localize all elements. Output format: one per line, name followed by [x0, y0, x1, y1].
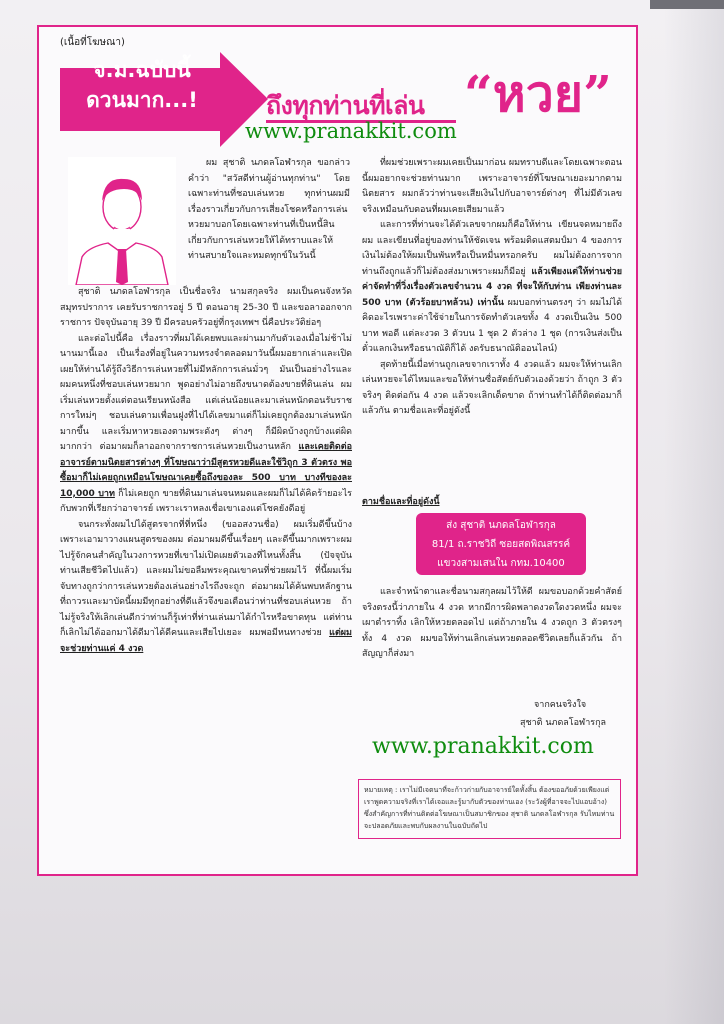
arrow-line-2: ดวนมาก...! — [86, 88, 198, 112]
paragraph-3 — [60, 518, 352, 658]
watermark-url: www.pranakkit.com — [245, 119, 457, 143]
address-line-3: แขวงสามเสนใน กทม.10400 — [437, 558, 565, 569]
ad-tag: (เนื้อที่โฆษณา) — [60, 37, 125, 48]
footnote-box: หมายเหตุ : เราไม่มีเจตนาที่จะก้าวก่ายกับอาจารย์ใดทั้งสิ้น ต้องขออภัยด้วยเพียงแต่เราพูดความจริงที่เราได้เจอและรู้มากับตัวของท่านเอง (ระวังผู้ที่อาจจะไปแอบอ้าง) ซึ่งสำคัญการที่ท่านติดต่อโฆษณาเป็นสมาชิกของ สุชาติ นภดลโอฬารกุล รับไหมท่านจะปลอดภัยและพบกับผลงานในฉบับถัดไป — [358, 779, 621, 839]
paragraph-2-end: ก็ไม่เคยถูก ขายที่ดินมาเล่นจนหมดและผมก็ไม่ได้คิดร้ายอะไรกับพวกที่เรียกว่าอาจารย์ เพราะเราหลงเชื่อเขาเองแต่โชคยังดีอยู่ — [60, 488, 352, 514]
letter-intro — [188, 156, 350, 265]
headline-huay — [464, 64, 612, 124]
address-line-1: ส่ง สุชาติ นภดลโอฬารกุล — [446, 520, 556, 531]
right-paragraph-2-text: และการที่ท่านจะได้ตัวเลขจากผมก็คือให้ท่าน เขียนจดหมายถึงผม และเขียนที่อยู่ของท่านให้ชัดเจน พร้อมติดแสตมป์มา 4 ของการเงินไม่ต้องให้ผมเป็นพันหรือเป็นหมื่นหรอกครับ ผมไม่ต้องการจากท่านถึงถูกแล้วก็ไม่ต้องส่งมาเพราะผมก็มีอยู่ — [362, 220, 622, 277]
scan-bar — [650, 0, 724, 9]
address-line-2: 81/1 ถ.ราชวิถี ซอยสดพิณสรรค์ — [431, 539, 571, 550]
right-paragraph-2-end: ผมบอกท่านตรงๆ ว่า ผมไม่ได้คิดอะไรเพราะค่าใช้จ่ายในการจัดทำตัวเลขทั้ง 4 งวดเป็นเงิน 500 บาท พอดี แต่ละงวด 3 ตัวบน 1 ชุด 2 ตัวล่าง 1 ชุด (การเงินส่งเป็นตั๋วแลกเงินหรือธนาณัติก็ได้ งดรับธนาณัติออนไลน์) — [362, 297, 622, 354]
letter-closing — [362, 585, 622, 663]
watermark-url-2: www.pranakkit.com — [372, 734, 594, 759]
paragraph-1: สุชาติ นภดลโอฬารกุล เป็นชื่อจริง นามสกุลจริง ผมเป็นคนจังหวัดสมุทรปราการ เคยรับราชการอยู่ 5 ปี ตอนอายุ 25-30 ปี และขอลาออกจากราชการ ปัจจุบันอายุ 39 ปี มีครอบครัวอยู่ที่กรุงเทพฯ นี่คือประวัติย่อๆ — [60, 287, 352, 328]
headline: ถึงทุกท่านที่เล่น — [266, 91, 425, 120]
right-paragraph-3: สุดท้ายนี้เมื่อท่านถูกเลขจากเราทั้ง 4 งวดแล้ว ผมจะให้ท่านเลิกเล่นหวยจะได้ไหมและขอให้ท่านซื่อสัตย์กับตัวเองด้วยว่า ถ้าถูก 3 ตัวจริงๆ ติดต่อกัน 4 งวด แล้วจะเลิกเด็ดขาด ถ้าท่านทำได้ก็ติดต่อมาก็แล้วกัน ตามชื่อและที่อยู่ดังนี้ — [362, 359, 622, 416]
signature: สุชาติ นภดลโอฬารกุล — [520, 718, 607, 728]
arrow-line-1: จ.ม.ฉบับนี้ — [93, 58, 191, 82]
address-box — [416, 513, 586, 575]
paragraph-3-text: จนกระทั่งผมไปได้สูตรจากที่ที่หนึ่ง (ขออสงวนชื่อ) ผมเริ่มดีขึ้นบ้าง เพราะเอามาวางแผนสูตรของผม ต่อมาผมดีขึ้นเรื่อยๆ และดีขึ้นมากเพราะผมไปรู้จักคนสำคัญในวงการหวยที่เขาไม่เปิดเผยตัวเองที่ไหนทั้งสิ้น (ปัจจุบันท่านเสียชีวิตไปแล้ว) และผมไม่ขอลืมพระคุณเขาคนที่ช่วยผมไว้ ที่นี้ผมเริ่มจับทางถูกว่าการเล่นหวยต้องเล่นอย่างไรถึงจะถูก ต่อมาผมได้ค้นพบหลักฐานที่ถาวรและมาบัดนี้ผมมีทุกอย่างที่ดีแล้วจึงขอเตือนว่าท่านที่ชอบเล่นหวย ถ้าไม่รู้จริงให้เลิกเล่นดีกว่าท่านก็รู้เท่าที่ท่านเล่นมาได้กำไรหรือขาดทุน แต่ท่านก็เลิกไม่ได้ออกมาได้ดีมาได้ดีคนและเสียไปเยอะ ผมพอมีหนทางช่วย — [60, 519, 352, 638]
huay-word: หวย — [492, 64, 584, 123]
intro-paragraph: ผม สุชาติ นภดลโอฬารกุล ขอกล่าวคำว่า "สวัสดีท่านผู้อ่านทุกท่าน" โดยเฉพาะท่านที่ชอบเล่นหวย ทุกท่านผมมีเรื่องราวเกี่ยวกับการเสี่ยงโชคหรือการเล่นหวยมาบอกโดยเฉพาะท่านที่เป็นหนี้สินเกี่ยวกับการเล่นหวยให้ได้ทราบและให้ท่านสบายใจและหมดทุกข์ในวันนี้ — [188, 158, 350, 261]
close-quote: ” — [583, 64, 612, 123]
address-label: ตามชื่อและที่อยู่ดังนี้ — [362, 497, 440, 507]
right-paragraph-4: และจำหน้าตาและชื่อนามสกุลผมไว้ให้ดี ผมขอบอกด้วยคำสัตย์จริงตรงนี้ว่าภายใน 4 งวด หากมีการผิดพลาดงวดใดงวดหนึ่ง ผมจะเผาตำราทิ้ง เลิกให้หวยตลอดไป แต่ถ้าภายใน 4 งวดถูก 3 ตัวตรงๆ ทั้ง 4 งวด ผมขอให้ท่านเลิกเล่นหวยตลอดชีวิตเลยก็แล้วกัน ถ้าสัญญาก็ส่งมา — [362, 587, 622, 659]
open-quote: “ — [464, 64, 493, 123]
right-paragraph-1: ที่ผมช่วยเพราะผมเคยเป็นมาก่อน ผมทราบดีและโดยเฉพาะตอนนี้ผมอยากจะช่วยท่านมาก เพราะอาจารย์ที่โฆษณาเยอะมากตามนิตยสาร ผมกลัวว่าท่านจะเสียเงินไปกับอาจารย์ต่างๆ ที่ไม่มีตัวเลขจริงเหมือนกับตอนที่ผมเคยเสียมาแล้ว — [362, 158, 622, 215]
right-paragraph-2-bold: แล้วเพียงแต่ให้ท่านช่วยค่าจัดทำที่วิ่งเรื่องตัวเลขจำนวน 4 งวด ที่จะให้กับท่าน เพียงท่านละ 500 บาท (ตัวร้อยบาทล้วน) เท่านั้น — [362, 266, 622, 308]
paragraph-2-bold: และเคยติดต่ออาจารย์ตามนิตยสารต่างๆ ที่โฆษณาว่ามีสูตรหวยดีและใช้วิถูก 3 ตัวตรง พอซื้อมาก็ไม่เคยถูกเหมือนโฆษณาเคยซื้อถึงของละ 500 บาท บางทีของละ 10,000 บาท — [60, 442, 352, 499]
letter-left-column — [60, 285, 352, 657]
letter-right-column — [362, 156, 622, 420]
author-photo — [68, 157, 176, 285]
paragraph-2-text: และต่อไปนี้คือ เรื่องราวที่ผมได้เคยพบและผ่านมากับตัวเองเมื่อไม่ช้าไม่นานมานี้เอง เป็นเรื่องที่อยู่ในความทรงจำตลอดมาวันนี้ผมอยากเล่าและเปิดเผยให้ท่านได้รู้ถึงวิธีการเล่นหวยที่ไม่มีหลักการเล่นมั่วๆ มันเป็นอย่างไรและผมคนหนึ่งที่ชอบเล่นหวยมาก พูดอย่างไม่อายถึงขนาดต้องขายที่ดินเล่น ผมเริ่มเล่นหวยตั้งแต่ตอนเรียนหนังสือ แต่เล่นน้อยและมาเล่นหนักตอนรับราชการใหม่ๆ ชอบเล่นตามเพื่อนฝูงที่ไปได้เลขมาแต่ก็ไม่เคยถูกต้องมาเล่นหนักมากขึ้น และเริ่มหาหวยเองตามพระดังๆ ต่างๆ ก็มีผิดบ้างถูกบ้างแต่ผิดมากกว่า ต่อมาผมก็ลาออกจากราชการเล่นหวยเป็นงานหลัก — [60, 333, 352, 452]
sign-off: จากคนจริงใจ — [534, 700, 587, 710]
arrow-banner-text — [62, 55, 222, 115]
paragraph-2 — [60, 332, 352, 518]
right-paragraph-2 — [362, 218, 622, 358]
scan-shadow — [664, 0, 724, 1024]
paragraph-3-bold: แต่ผมจะช่วยท่านแค่ 4 งวด — [60, 628, 352, 654]
